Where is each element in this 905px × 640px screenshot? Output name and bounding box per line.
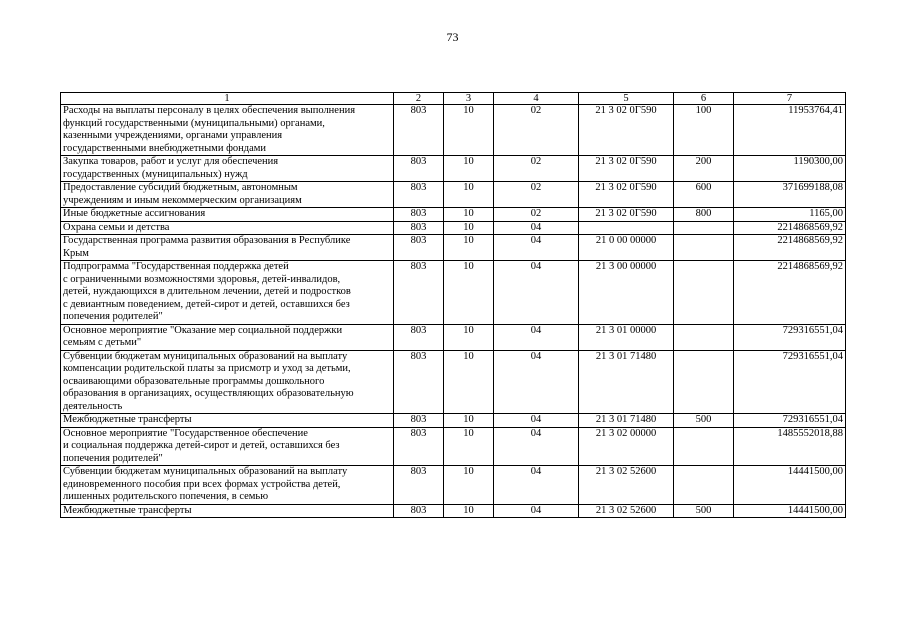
description-line: лишенных родительского попечения, в семью — [63, 491, 269, 502]
target-article-code: 21 3 02 0Г590 — [579, 105, 674, 156]
description-line: осваивающими образовательные программы дошкольного — [63, 375, 325, 387]
description-line: Основное мероприятие "Государственное обеспечение — [63, 427, 308, 439]
target-article-code — [579, 221, 674, 235]
row-description — [61, 261, 394, 325]
amount: 14441500,00 — [734, 466, 846, 505]
amount: 2214868569,92 — [734, 221, 846, 235]
description-line: Подпрограмма "Государственная поддержка детей — [63, 261, 289, 272]
amount: 729316551,04 — [734, 350, 846, 414]
row-description — [61, 182, 394, 208]
description-line: Государственная программа развития образования в Республике — [63, 235, 351, 246]
expense-type-code: 800 — [674, 208, 734, 222]
expense-type-code — [674, 261, 734, 325]
description-line: с девиантным поведением, детей-сирот и детей, оставшихся без — [63, 298, 350, 310]
subsection-code: 04 — [494, 414, 579, 428]
header-col-7: 7 — [734, 93, 846, 105]
description-line: Закупка товаров, работ и услуг для обеспечения — [63, 156, 279, 167]
row-description — [61, 221, 394, 235]
subsection-code: 04 — [494, 427, 579, 466]
row-description — [61, 414, 394, 428]
section-code: 10 — [444, 182, 494, 208]
amount: 1165,00 — [734, 208, 846, 222]
header-col-5: 5 — [579, 93, 674, 105]
ministry-code: 803 — [394, 208, 444, 222]
description-line: казенными учреждениями, органами управления — [63, 130, 283, 141]
description-line: Иные бюджетные ассигнования — [63, 208, 206, 219]
table-row — [61, 350, 846, 414]
description-line: функций государственными (муниципальными) органами, — [63, 117, 325, 129]
description-line: Межбюджетные трансферты — [63, 504, 192, 516]
subsection-code: 02 — [494, 182, 579, 208]
row-description — [61, 235, 394, 261]
amount: 729316551,04 — [734, 324, 846, 350]
table-row — [61, 182, 846, 208]
target-article-code: 21 3 02 0Г590 — [579, 156, 674, 182]
subsection-code: 04 — [494, 324, 579, 350]
header-col-1: 1 — [61, 93, 394, 105]
target-article-code: 21 3 02 0Г590 — [579, 208, 674, 222]
table-row — [61, 414, 846, 428]
expense-type-code — [674, 221, 734, 235]
expense-type-code — [674, 350, 734, 414]
amount: 729316551,04 — [734, 414, 846, 428]
table-header-row — [61, 93, 846, 105]
description-line: Предоставление субсидий бюджетным, автономным — [63, 182, 298, 193]
row-description — [61, 105, 394, 156]
description-line: и социальная поддержка детей-сирот и детей, оставшихся без — [63, 440, 340, 451]
expense-type-code: 500 — [674, 504, 734, 518]
target-article-code: 21 0 00 00000 — [579, 235, 674, 261]
subsection-code: 04 — [494, 235, 579, 261]
target-article-code: 21 3 02 52600 — [579, 504, 674, 518]
target-article-code: 21 3 01 00000 — [579, 324, 674, 350]
ministry-code: 803 — [394, 414, 444, 428]
ministry-code: 803 — [394, 466, 444, 505]
expense-type-code — [674, 427, 734, 466]
table-row — [61, 427, 846, 466]
table-row — [61, 324, 846, 350]
row-description — [61, 324, 394, 350]
section-code: 10 — [444, 235, 494, 261]
section-code: 10 — [444, 350, 494, 414]
target-article-code: 21 3 01 71480 — [579, 414, 674, 428]
amount: 1190300,00 — [734, 156, 846, 182]
amount: 14441500,00 — [734, 504, 846, 518]
amount: 1485552018,88 — [734, 427, 846, 466]
description-line: попечения родителей" — [63, 311, 163, 322]
subsection-code: 04 — [494, 504, 579, 518]
ministry-code: 803 — [394, 324, 444, 350]
description-line: учреждениям и иным некоммерческим организациям — [63, 194, 302, 206]
ministry-code: 803 — [394, 221, 444, 235]
description-line: Межбюджетные трансферты — [63, 414, 192, 425]
description-line: Основное мероприятие "Оказание мер социальной поддержки — [63, 324, 343, 336]
amount: 371699188,08 — [734, 182, 846, 208]
table-body — [61, 105, 846, 518]
description-line: государственными внебюджетными фондами — [63, 142, 267, 154]
row-description — [61, 208, 394, 222]
description-line: Расходы на выплаты персоналу в целях обеспечения выполнения — [63, 105, 356, 116]
section-code: 10 — [444, 427, 494, 466]
description-line: попечения родителей" — [63, 452, 163, 464]
subsection-code: 04 — [494, 466, 579, 505]
table-row — [61, 261, 846, 325]
section-code: 10 — [444, 105, 494, 156]
ministry-code: 803 — [394, 427, 444, 466]
section-code: 10 — [444, 466, 494, 505]
ministry-code: 803 — [394, 156, 444, 182]
table-row — [61, 466, 846, 505]
subsection-code: 04 — [494, 221, 579, 235]
subsection-code: 02 — [494, 105, 579, 156]
table-row — [61, 504, 846, 518]
row-description — [61, 504, 394, 518]
target-article-code: 21 3 02 52600 — [579, 466, 674, 505]
description-line: детей, нуждающихся в длительном лечении, детей и подростков — [63, 286, 351, 297]
section-code: 10 — [444, 261, 494, 325]
header-col-2: 2 — [394, 93, 444, 105]
amount: 2214868569,92 — [734, 235, 846, 261]
target-article-code: 21 3 01 71480 — [579, 350, 674, 414]
expense-type-code — [674, 324, 734, 350]
expense-type-code: 500 — [674, 414, 734, 428]
description-line: Охрана семьи и детства — [63, 221, 170, 233]
page-number: 73 — [446, 30, 459, 44]
expense-type-code — [674, 235, 734, 261]
row-description — [61, 466, 394, 505]
description-line: семьям с детьми" — [63, 337, 142, 348]
description-line: компенсации родительской платы за присмотр и уход за детьми, — [63, 363, 351, 374]
target-article-code: 21 3 00 00000 — [579, 261, 674, 325]
section-code: 10 — [444, 221, 494, 235]
expense-type-code: 600 — [674, 182, 734, 208]
section-code: 10 — [444, 208, 494, 222]
table-row — [61, 208, 846, 222]
description-line: деятельность — [63, 400, 123, 412]
budget-table — [60, 92, 846, 518]
row-description — [61, 427, 394, 466]
section-code: 10 — [444, 156, 494, 182]
amount: 11953764,41 — [734, 105, 846, 156]
section-code: 10 — [444, 504, 494, 518]
description-line: Крым — [63, 247, 89, 259]
target-article-code: 21 3 02 0Г590 — [579, 182, 674, 208]
row-description — [61, 350, 394, 414]
description-line: с ограниченными возможностями здоровья, детей-инвалидов, — [63, 273, 341, 285]
table-row — [61, 156, 846, 182]
description-line: образования в организациях, осуществляющих образовательную — [63, 388, 354, 399]
ministry-code: 803 — [394, 235, 444, 261]
section-code: 10 — [444, 414, 494, 428]
ministry-code: 803 — [394, 182, 444, 208]
ministry-code: 803 — [394, 350, 444, 414]
subsection-code: 02 — [494, 156, 579, 182]
description-line: государственных (муниципальных) нужд — [63, 168, 248, 180]
subsection-code: 02 — [494, 208, 579, 222]
table-row — [61, 235, 846, 261]
expense-type-code: 200 — [674, 156, 734, 182]
subsection-code: 04 — [494, 261, 579, 325]
target-article-code: 21 3 02 00000 — [579, 427, 674, 466]
header-col-3: 3 — [444, 93, 494, 105]
table-row — [61, 221, 846, 235]
description-line: единовременного пособия при всех формах устройства детей, — [63, 478, 341, 490]
description-line: Субвенции бюджетам муниципальных образований на выплату — [63, 466, 348, 477]
row-description — [61, 156, 394, 182]
subsection-code: 04 — [494, 350, 579, 414]
expense-type-code: 100 — [674, 105, 734, 156]
header-col-4: 4 — [494, 93, 579, 105]
expense-type-code — [674, 466, 734, 505]
header-col-6: 6 — [674, 93, 734, 105]
ministry-code: 803 — [394, 504, 444, 518]
table-row — [61, 105, 846, 156]
ministry-code: 803 — [394, 261, 444, 325]
description-line: Субвенции бюджетам муниципальных образований на выплату — [63, 350, 348, 362]
amount: 2214868569,92 — [734, 261, 846, 325]
ministry-code: 803 — [394, 105, 444, 156]
section-code: 10 — [444, 324, 494, 350]
